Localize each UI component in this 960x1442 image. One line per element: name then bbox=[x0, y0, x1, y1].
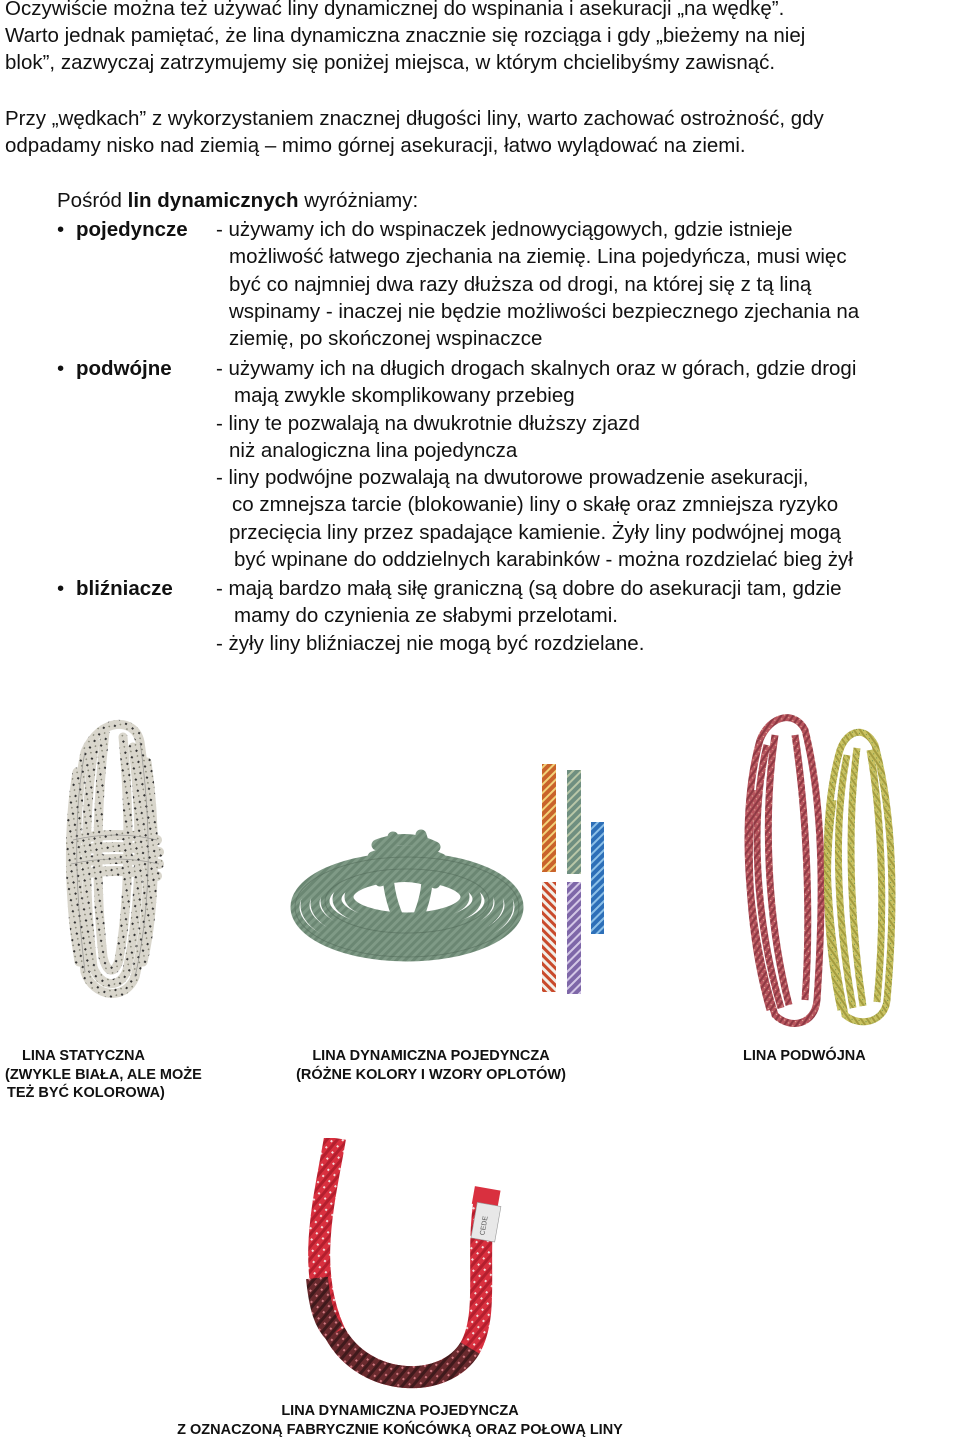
text-line: Warto jednak pamiętać, że lina dynamiczna znacznie się rozciąga i gdy „bieżemy na niej bbox=[5, 24, 806, 47]
text-line: - liny podwójne pozwalają na dwutorowe prowadzenie asekuracji, bbox=[216, 466, 809, 490]
caption-marked-rope: LINA DYNAMICZNA POJEDYNCZA Z OZNACZONĄ FABRYCZNIE KOŃCÓWKĄ ORAZ POŁOWĄ LINY bbox=[177, 1403, 623, 1438]
dynamic-ropes-intro: Pośród lin dynamicznych wyróżniamy: bbox=[57, 189, 419, 212]
single-rope-marked-end-image bbox=[295, 1138, 555, 1396]
desc-double bbox=[216, 355, 856, 573]
double-rope-image bbox=[735, 710, 915, 1032]
text-line: ziemię, po skończonej wspinaczce bbox=[229, 327, 543, 351]
text-line: Oczywiście można też używać liny dynamicznej do wspinania i asekuracji „na wędkę”. bbox=[5, 0, 785, 20]
caption-double-rope: LINA PODWÓJNA bbox=[743, 1048, 866, 1064]
bullet-dot: • bbox=[57, 357, 65, 380]
term-twin: bliźniacze bbox=[76, 577, 173, 600]
text-line: - żyły liny bliźniaczej nie mogą być rozdzielane. bbox=[216, 631, 645, 655]
text-line: mamy do czynienia ze słabymi przelotami. bbox=[234, 604, 618, 628]
text-line: odpadamy nisko nad ziemią – mimo górnej asekuracji, łatwo wylądować na ziemi. bbox=[5, 134, 746, 157]
text-line: mają zwykle skomplikowany przebieg bbox=[234, 384, 575, 408]
bullet-dot: • bbox=[57, 218, 65, 241]
text-line: wspinamy - inaczej nie będzie możliwości bezpiecznego zjechania na bbox=[229, 299, 860, 323]
caption-single-rope: LINA DYNAMICZNA POJEDYNCZA (RÓŻNE KOLORY I WZORY OPLOTÓW) bbox=[296, 1048, 566, 1083]
paragraph-caution bbox=[5, 105, 957, 159]
text-line: Przy „wędkach” z wykorzystaniem znacznej długości liny, warto zachować ostrożność, gdy bbox=[5, 107, 824, 130]
text-line: co zmnejsza tarcie (blokowanie) liny o skałę oraz zmniejsza ryzyko bbox=[232, 493, 839, 517]
text-line: - używamy ich na długich drogach skalnych oraz w górach, gdzie drogi bbox=[216, 357, 857, 380]
desc-single bbox=[216, 216, 859, 352]
text-line: - używamy ich do wspinaczek jednowyciągowych, gdzie istnieje bbox=[216, 218, 793, 241]
text-line: - mają bardzo małą siłę graniczną (są dobre do asekuracji tam, gdzie bbox=[216, 577, 842, 600]
rope-end-label: CEDE bbox=[479, 1215, 490, 1236]
text-line: - liny te pozwalają na dwukrotnie dłuższy zjazd bbox=[216, 411, 640, 435]
caption-static-rope: LINA STATYCZNA (ZWYKLE BIAŁA, ALE MOŻE TEŻ BYĆ KOLOROWA) bbox=[5, 1048, 202, 1101]
rope-samples-image bbox=[538, 762, 608, 997]
text-line: blok”, zazwyczaj zatrzymujemy się poniżej miejsca, w którym chcielibyśmy zawisnąć. bbox=[5, 51, 776, 74]
text-line: możliwość łatwego zjechania na ziemię. Lina pojedyńcza, musi więc bbox=[229, 245, 847, 269]
intro-bold: lin dynamicznych bbox=[127, 189, 299, 212]
static-rope-image bbox=[55, 712, 175, 1007]
desc-twin bbox=[216, 575, 842, 657]
bullet-dot: • bbox=[57, 577, 65, 600]
single-rope-green-image bbox=[285, 815, 530, 975]
term-single: pojedyncze bbox=[76, 218, 188, 241]
paragraph-top-rope bbox=[5, 0, 957, 76]
text-line: przecięcia liny przez spadające kamienie. Żyły liny podwójnej mogą bbox=[229, 520, 841, 544]
text-line: niż analogiczna lina pojedyncza bbox=[229, 438, 518, 462]
term-double: podwójne bbox=[76, 357, 172, 380]
text-line: być wpinane do oddzielnych karabinków - można rozdzielać bieg żył bbox=[234, 548, 853, 572]
text-line: być co najmniej dwa razy dłuższa od drogi, na której się z tą liną bbox=[229, 272, 812, 296]
